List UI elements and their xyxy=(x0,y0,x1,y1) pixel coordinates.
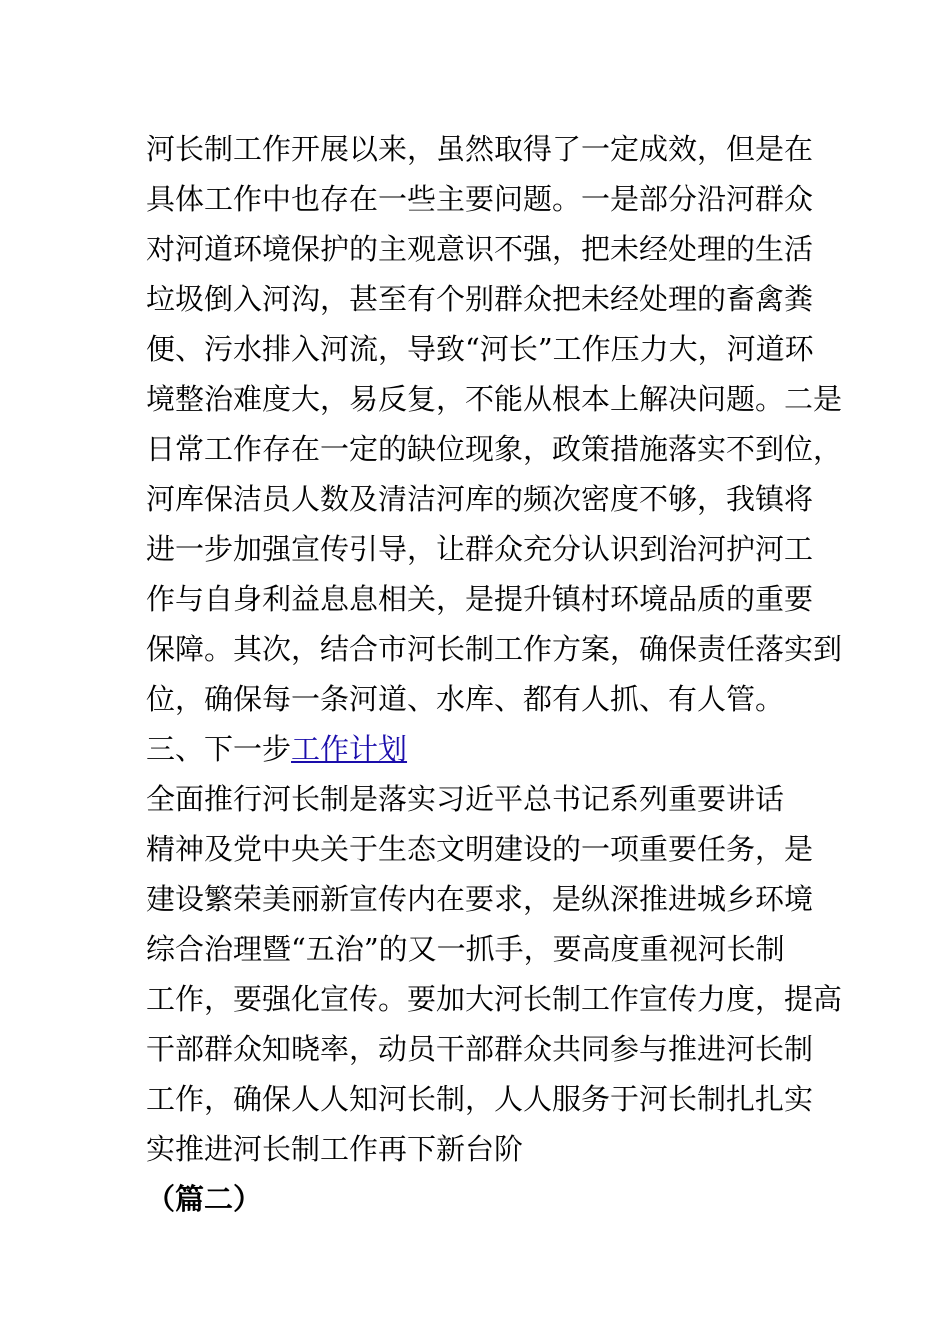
work-plan-link[interactable]: 工作计划 xyxy=(291,732,408,766)
text-line: 精神及党中央关于生态文明建设的一项重要任务，是 xyxy=(146,832,814,866)
text-line: 工作，确保人人知河长制，人人服务于河长制扎扎实 xyxy=(146,1082,814,1116)
text-line: 日常工作存在一定的缺位现象，政策措施落实不到位， xyxy=(146,432,843,466)
text-line: 全面推行河长制是落实习近平总书记系列重要讲话 xyxy=(146,782,785,816)
text-line: 便、污水排入河流，导致“河长”工作压力大，河道环 xyxy=(146,332,814,366)
paragraph-plan xyxy=(146,774,843,1174)
text-line: 河库保洁员人数及清洁河库的频次密度不够，我镇将 xyxy=(146,482,814,516)
text-line: 位，确保每一条河道、水库、都有人抓、有人管。 xyxy=(146,682,785,716)
part-two-heading: （篇二） xyxy=(146,1182,263,1216)
text-line: 干部群众知晓率，动员干部群众共同参与推进河长制 xyxy=(146,1032,814,1066)
text-line: 保障。其次，结合市河长制工作方案，确保责任落实到 xyxy=(146,632,843,666)
section-heading-prefix: 三、下一步 xyxy=(146,732,292,766)
text-line: 进一步加强宣传引导，让群众充分认识到治河护河工 xyxy=(146,532,814,566)
text-line: 工作，要强化宣传。要加大河长制工作宣传力度，提高 xyxy=(146,982,843,1016)
text-line: 综合治理暨“五治”的又一抓手，要高度重视河长制 xyxy=(146,932,785,966)
text-line: 对河道环境保护的主观意识不强，把未经处理的生活 xyxy=(146,232,814,266)
text-line: 实推进河长制工作再下新台阶 xyxy=(146,1132,524,1166)
document-page xyxy=(146,124,843,1224)
text-line: 境整治难度大，易反复，不能从根本上解决问题。二是 xyxy=(146,382,843,416)
section-heading-next-steps xyxy=(146,724,836,774)
paragraph-problems xyxy=(146,124,843,724)
text-line: 河长制工作开展以来，虽然取得了一定成效，但是在 xyxy=(146,132,814,166)
text-line: 具体工作中也存在一些主要问题。一是部分沿河群众 xyxy=(146,182,814,216)
text-line: 作与自身利益息息相关，是提升镇村环境品质的重要 xyxy=(146,582,814,616)
text-line: 建设繁荣美丽新宣传内在要求，是纵深推进城乡环境 xyxy=(146,882,814,916)
text-line: 垃圾倒入河沟，甚至有个别群众把未经处理的畜禽粪 xyxy=(146,282,814,316)
